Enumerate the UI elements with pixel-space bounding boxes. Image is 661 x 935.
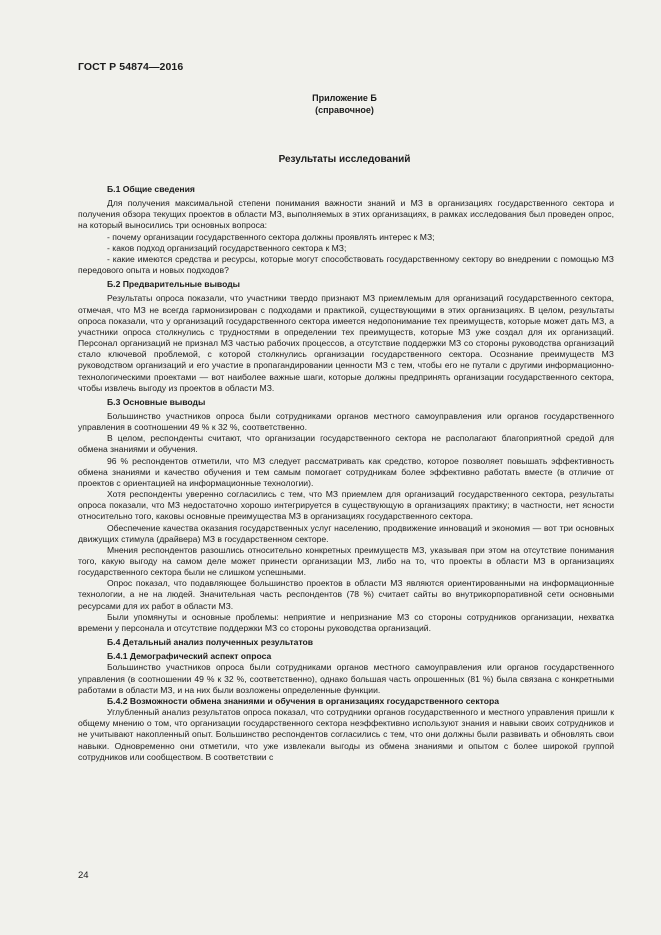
paragraph: Мнения респондентов разошлись относительно конкретных преимуществ МЗ, указывая при этом на отсутствие понимания того, какую выгоду на самом деле может принести организации МЗ, либо на то, что проекты в области МЗ в организациях государственного сектора были не слишком успешными.: [78, 544, 614, 578]
subsection-heading-b42: Б.4.2 Возможности обмена знаниями и обучения в организациях государственного сектора: [107, 695, 500, 706]
section-heading-b3: Б.3 Основные выводы: [107, 396, 206, 407]
paragraph: Хотя респонденты уверенно согласились с тем, что МЗ приемлем для организаций государственного сектора, результаты опроса показали, что МЗ недостаточно хорошо интегрируется в существующую в организациях практику; в частности, нет ясности относительно того, каковы основные преимущества МЗ в организациях государственного сектора.: [78, 489, 614, 522]
document-body: [78, 184, 614, 763]
page-title: Результаты исследований: [278, 154, 411, 165]
list-item: - каков подход организаций государственного сектора к МЗ;: [107, 242, 347, 253]
paragraph: Опрос показал, что подавляющее большинство проектов в области МЗ являются ориентированными на информационные технологии, а не на людей. Значительная часть респондентов (78 %) считает сайты во внутрикорпоративной сети основными ресурсами для их работ в области МЗ.: [78, 578, 614, 611]
page-number: 24: [78, 870, 89, 881]
document-header: ГОСТ Р 54874—2016: [78, 61, 184, 73]
paragraph: Для получения максимальной степени понимания важности знаний и МЗ в организациях государственного сектора и получения обзора текущих проектов в области МЗ, выполняемых в этих организациях, в рамках исследования был проведен опрос, на который выносились три основных вопроса:: [78, 198, 614, 231]
annex-type: (справочное): [315, 105, 374, 115]
section-heading-b1: Б.1 Общие сведения: [107, 184, 195, 194]
paragraph: В целом, респонденты считают, что организации государственного сектора не располагают благоприятной средой для обмена знаниями и обучения.: [78, 433, 614, 455]
list-item: - какие имеются средства и ресурсы, которые могут способствовать государственному сектору во внедрении с помощью МЗ передового опыта и новых подходов?: [78, 253, 614, 276]
paragraph: Большинство участников опроса были сотрудниками органов местного самоуправления или органов государственного управления (в соотношении 49 % к 32 %, соответственно), однако большая часть опрошенных (81 %) была связана с конкретными работами в области МЗ, и на них были возложены определенные функции.: [78, 662, 614, 695]
paragraph: Были упомянуты и основные проблемы: неприятие и непризнание МЗ со стороны сотрудников организации, нехватка времени у персонала и отсутствие поддержки МЗ со стороны руководства организаций.: [78, 611, 614, 633]
paragraph: Углубленный анализ результатов опроса показал, что сотрудники органов государственного и местного управления пришли к общему мнению о том, что организации государственного сектора неэффективно используют знания и навыки своих сотрудников и не учитывают накопленный опыт. Большинство респондентов согласились с тем, что они должны были развивать и обновлять свои навыки. Одновременно они отметили, что уже извлекали выгоды из обмена знаниями и опытом с более широкой группой сотрудников или сообществом. В соответствии с: [78, 707, 614, 762]
paragraph: Результаты опроса показали, что участники твердо признают МЗ приемлемым для организаций государственного сектора, отмечая, что МЗ не всегда гармонизирован с подходами и практикой, существующими в этих организациях. В целом, результаты опроса показали, что у организаций государственного сектора имеется недопонимание тех преимуществ, которые может дать МЗ, а участники опроса столкнулись с трудностями в определении тех преимуществ, которые МЗ уже создал для их организаций. Персонал организаций не признал МЗ частью рабочих процессов, а отсутствие поддержки МЗ со стороны руководства организаций стало ключевой проблемой, с которой столкнулись организации государственного сектора. Осознание преимуществ МЗ руководством организаций и его участие в пропагандировании ценности МЗ с тем, чтобы его не путали с другими информационно-технологическими проектами — вот наиболее важные шаги, которые должны предпринять организации государственного сектора, чтобы извлечь выгоду из проектов в области МЗ.: [78, 293, 614, 393]
paragraph: 96 % респондентов отметили, что МЗ следует рассматривать как средство, которое позволяет повышать эффективность обмена знаниями и качество обучения и тем самым помогает сотрудникам более эффективно работать вместе (в отличие от проектов с ориентацией на информационные технологии).: [78, 455, 614, 488]
annex-label: [0, 92, 661, 116]
subsection-heading-b41: Б.4.1 Демографический аспект опроса: [107, 651, 272, 662]
annex-title: Приложение Б: [312, 93, 377, 103]
section-heading-b4: Б.4 Детальный анализ полученных результатов: [107, 637, 314, 648]
paragraph: Обеспечение качества оказания государственных услуг населению, продвижение инноваций и экономия — вот три основных движущих стимула (драйвера) МЗ в государственном секторе.: [78, 522, 614, 544]
question-list: [78, 232, 614, 277]
paragraph: Большинство участников опроса были сотрудниками органов местного самоуправления или органов государственного управления в соотношении 49 % к 32 %, соответственно.: [78, 410, 614, 433]
section-heading-b2: Б.2 Предварительные выводы: [107, 279, 241, 290]
list-item: - почему организации государственного сектора должны проявлять интерес к МЗ;: [107, 231, 435, 242]
